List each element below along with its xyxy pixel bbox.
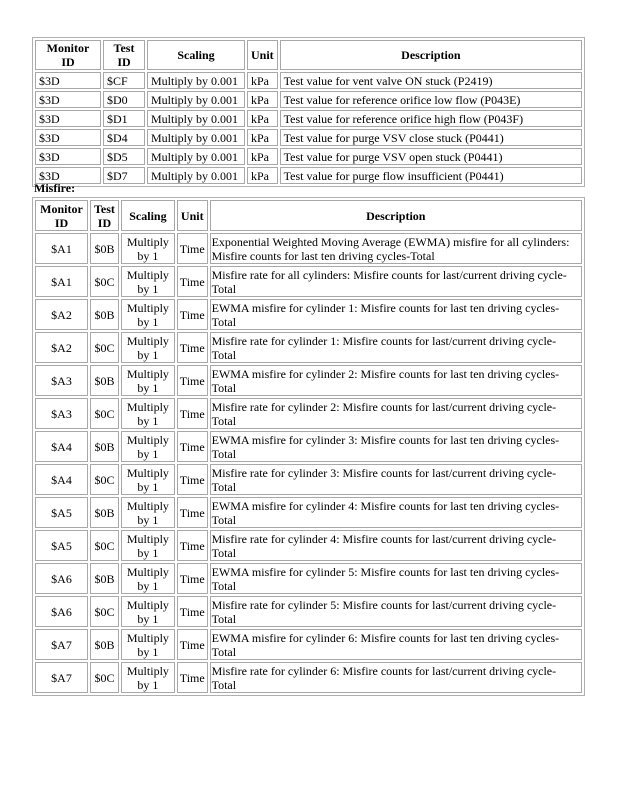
table-row — [35, 464, 582, 495]
header-description: Description — [280, 40, 582, 70]
monitor-id-cell: $A4 — [35, 464, 88, 495]
scaling-cell: Multiply by 0.001 — [147, 148, 245, 165]
monitor-id-cell: $3D — [35, 110, 101, 127]
scaling-cell: Multiply by 0.001 — [147, 91, 245, 108]
description-cell: EWMA misfire for cylinder 4: Misfire counts for last ten driving cycles-Total — [210, 497, 582, 528]
description-cell: EWMA misfire for cylinder 5: Misfire counts for last ten driving cycles-Total — [210, 563, 582, 594]
test-id-cell: $0B — [90, 299, 119, 330]
header-unit: Unit — [177, 200, 208, 231]
header-row — [35, 200, 582, 231]
description-cell: Misfire rate for cylinder 1: Misfire counts for last/current driving cycle-Total — [210, 332, 582, 363]
test-id-cell: $D0 — [103, 91, 145, 108]
test-id-cell: $0C — [90, 464, 119, 495]
monitor-id-cell: $3D — [35, 72, 101, 89]
description-cell: Test value for reference orifice low flow (P043E) — [280, 91, 582, 108]
monitor-id-cell: $A1 — [35, 233, 88, 264]
scaling-cell: Multiply by 1 — [121, 299, 175, 330]
scaling-cell: Multiply by 1 — [121, 233, 175, 264]
misfire-heading: Misfire: — [34, 181, 76, 195]
table-row — [35, 596, 582, 627]
monitor-id-cell: $3D — [35, 129, 101, 146]
test-id-cell: $0B — [90, 497, 119, 528]
test-id-cell: $D7 — [103, 167, 145, 184]
test-id-cell: $0B — [90, 233, 119, 264]
scaling-cell: Multiply by 1 — [121, 629, 175, 660]
table-row — [35, 167, 582, 184]
description-cell: EWMA misfire for cylinder 2: Misfire counts for last ten driving cycles-Total — [210, 365, 582, 396]
misfire-table — [32, 197, 585, 696]
header-row — [35, 40, 582, 70]
description-cell: Exponential Weighted Moving Average (EWMA) misfire for all cylinders: Misfire counts for last ten driving cycles-Total — [210, 233, 582, 264]
table-row — [35, 129, 582, 146]
scaling-cell: Multiply by 1 — [121, 464, 175, 495]
monitor-id-cell: $A2 — [35, 299, 88, 330]
table-row — [35, 398, 582, 429]
description-cell: EWMA misfire for cylinder 1: Misfire counts for last ten driving cycles-Total — [210, 299, 582, 330]
monitor-id-cell: $A6 — [35, 596, 88, 627]
description-cell: EWMA misfire for cylinder 6: Misfire counts for last ten driving cycles-Total — [210, 629, 582, 660]
unit-cell: kPa — [247, 72, 278, 89]
test-id-cell: $D4 — [103, 129, 145, 146]
unit-cell: Time — [177, 266, 208, 297]
unit-cell: kPa — [247, 129, 278, 146]
scaling-cell: Multiply by 0.001 — [147, 72, 245, 89]
scaling-cell: Multiply by 0.001 — [147, 167, 245, 184]
test-id-cell: $0B — [90, 563, 119, 594]
unit-cell: kPa — [247, 167, 278, 184]
table-row — [35, 72, 582, 89]
description-cell: Misfire rate for cylinder 5: Misfire counts for last/current driving cycle-Total — [210, 596, 582, 627]
test-id-cell: $D5 — [103, 148, 145, 165]
scaling-cell: Multiply by 1 — [121, 365, 175, 396]
unit-cell: Time — [177, 332, 208, 363]
description-cell: EWMA misfire for cylinder 3: Misfire counts for last ten driving cycles-Total — [210, 431, 582, 462]
test-id-cell: $D1 — [103, 110, 145, 127]
scaling-cell: Multiply by 0.001 — [147, 129, 245, 146]
test-id-cell: $0C — [90, 596, 119, 627]
scaling-cell: Multiply by 1 — [121, 398, 175, 429]
scaling-cell: Multiply by 1 — [121, 497, 175, 528]
unit-cell: Time — [177, 299, 208, 330]
header-scaling: Scaling — [147, 40, 245, 70]
monitor-id-cell: $3D — [35, 167, 101, 184]
unit-cell: Time — [177, 497, 208, 528]
table-row — [35, 299, 582, 330]
unit-cell: Time — [177, 596, 208, 627]
table-row — [35, 629, 582, 660]
unit-cell: Time — [177, 233, 208, 264]
scaling-cell: Multiply by 1 — [121, 530, 175, 561]
test-id-cell: $0B — [90, 365, 119, 396]
header-test-id: Test ID — [103, 40, 145, 70]
header-test-id: Test ID — [90, 200, 119, 231]
unit-cell: Time — [177, 464, 208, 495]
unit-cell: Time — [177, 431, 208, 462]
unit-cell: Time — [177, 398, 208, 429]
description-cell: Misfire rate for cylinder 3: Misfire counts for last/current driving cycle-Total — [210, 464, 582, 495]
table-row — [35, 332, 582, 363]
table-row — [35, 110, 582, 127]
description-cell: Test value for purge VSV open stuck (P0441) — [280, 148, 582, 165]
table-row — [35, 365, 582, 396]
table-row — [35, 431, 582, 462]
description-cell: Test value for purge VSV close stuck (P0441) — [280, 129, 582, 146]
monitor-id-cell: $A5 — [35, 530, 88, 561]
description-cell: Misfire rate for all cylinders: Misfire counts for last/current driving cycle-Total — [210, 266, 582, 297]
monitor-id-cell: $3D — [35, 91, 101, 108]
scaling-cell: Multiply by 1 — [121, 596, 175, 627]
table-row — [35, 497, 582, 528]
table-row — [35, 530, 582, 561]
description-cell: Misfire rate for cylinder 6: Misfire counts for last/current driving cycle-Total — [210, 662, 582, 693]
description-cell: Misfire rate for cylinder 4: Misfire counts for last/current driving cycle-Total — [210, 530, 582, 561]
unit-cell: Time — [177, 629, 208, 660]
test-id-cell: $0C — [90, 398, 119, 429]
monitor-id-cell: $A5 — [35, 497, 88, 528]
test-id-cell: $CF — [103, 72, 145, 89]
unit-cell: Time — [177, 662, 208, 693]
monitor-id-cell: $3D — [35, 148, 101, 165]
header-unit: Unit — [247, 40, 278, 70]
header-description: Description — [210, 200, 582, 231]
description-cell: Misfire rate for cylinder 2: Misfire counts for last/current driving cycle-Total — [210, 398, 582, 429]
monitor-id-cell: $A3 — [35, 365, 88, 396]
monitor-id-cell: $A7 — [35, 662, 88, 693]
unit-cell: Time — [177, 563, 208, 594]
table-row — [35, 563, 582, 594]
monitor-id-cell: $A1 — [35, 266, 88, 297]
unit-cell: kPa — [247, 110, 278, 127]
test-id-cell: $0C — [90, 332, 119, 363]
test-id-cell: $0C — [90, 530, 119, 561]
monitor-id-cell: $A2 — [35, 332, 88, 363]
table-row — [35, 148, 582, 165]
test-id-cell: $0B — [90, 629, 119, 660]
unit-cell: Time — [177, 530, 208, 561]
unit-cell: kPa — [247, 148, 278, 165]
monitor-test-table — [32, 37, 585, 187]
test-id-cell: $0B — [90, 431, 119, 462]
header-scaling: Scaling — [121, 200, 175, 231]
description-cell: Test value for purge flow insufficient (P0441) — [280, 167, 582, 184]
scaling-cell: Multiply by 0.001 — [147, 110, 245, 127]
test-id-cell: $0C — [90, 662, 119, 693]
scaling-cell: Multiply by 1 — [121, 563, 175, 594]
scaling-cell: Multiply by 1 — [121, 662, 175, 693]
header-monitor-id: Monitor ID — [35, 200, 88, 231]
header-monitor-id: Monitor ID — [35, 40, 101, 70]
description-cell: Test value for vent valve ON stuck (P2419) — [280, 72, 582, 89]
scaling-cell: Multiply by 1 — [121, 431, 175, 462]
unit-cell: kPa — [247, 91, 278, 108]
monitor-id-cell: $A3 — [35, 398, 88, 429]
unit-cell: Time — [177, 365, 208, 396]
scaling-cell: Multiply by 1 — [121, 332, 175, 363]
scaling-cell: Multiply by 1 — [121, 266, 175, 297]
table-row — [35, 91, 582, 108]
table-row — [35, 662, 582, 693]
table-row — [35, 233, 582, 264]
monitor-id-cell: $A7 — [35, 629, 88, 660]
description-cell: Test value for reference orifice high flow (P043F) — [280, 110, 582, 127]
monitor-id-cell: $A6 — [35, 563, 88, 594]
table-row — [35, 266, 582, 297]
test-id-cell: $0C — [90, 266, 119, 297]
monitor-id-cell: $A4 — [35, 431, 88, 462]
